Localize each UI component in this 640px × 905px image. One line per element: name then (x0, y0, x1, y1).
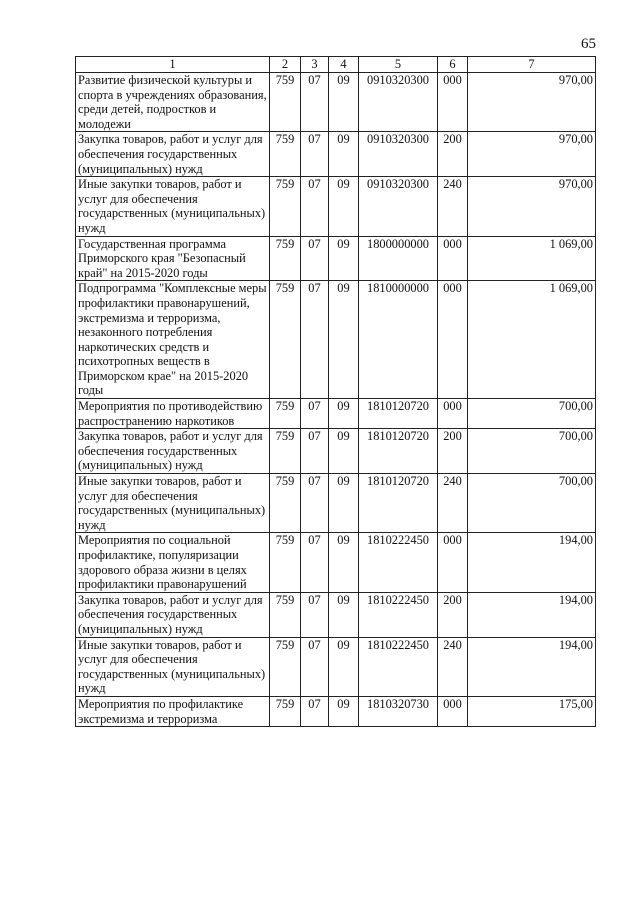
section-code: 07 (301, 132, 329, 177)
expense-type-code: 200 (438, 132, 468, 177)
expense-type-code: 240 (438, 474, 468, 533)
expense-type-code: 000 (438, 696, 468, 726)
amount: 700,00 (468, 399, 596, 429)
item-name: Мероприятия по противодействию распространению наркотиков (76, 399, 270, 429)
amount: 1 069,00 (468, 281, 596, 399)
item-name: Подпрограмма "Комплексные меры профилактики правонарушений, экстремизма и терроризма, незаконного потребления наркотических средств и психотропных веществ в Приморском крае" на 2015-2020 годы (76, 281, 270, 399)
section-code: 07 (301, 592, 329, 637)
ministry-code: 759 (270, 399, 301, 429)
ministry-code: 759 (270, 637, 301, 696)
target-code: 0910320300 (359, 177, 438, 236)
amount: 700,00 (468, 474, 596, 533)
amount: 700,00 (468, 429, 596, 474)
ministry-code: 759 (270, 474, 301, 533)
ministry-code: 759 (270, 132, 301, 177)
column-number-row (76, 57, 596, 73)
ministry-code: 759 (270, 73, 301, 132)
target-code: 1810120720 (359, 429, 438, 474)
column-number: 7 (468, 57, 596, 73)
target-code: 1810120720 (359, 399, 438, 429)
ministry-code: 759 (270, 177, 301, 236)
target-code: 1810222450 (359, 533, 438, 592)
expense-type-code: 000 (438, 399, 468, 429)
target-code: 1810000000 (359, 281, 438, 399)
subsection-code: 09 (329, 281, 359, 399)
table-row (76, 73, 596, 132)
section-code: 07 (301, 474, 329, 533)
item-name: Развитие физической культуры и спорта в учреждениях образования, среди детей, подростков и молодежи (76, 73, 270, 132)
column-number: 5 (359, 57, 438, 73)
table-row (76, 696, 596, 726)
table-row (76, 177, 596, 236)
section-code: 07 (301, 281, 329, 399)
table-row (76, 399, 596, 429)
item-name: Закупка товаров, работ и услуг для обеспечения государственных (муниципальных) нужд (76, 132, 270, 177)
section-code: 07 (301, 399, 329, 429)
ministry-code: 759 (270, 429, 301, 474)
column-number: 3 (301, 57, 329, 73)
target-code: 0910320300 (359, 73, 438, 132)
item-name: Иные закупки товаров, работ и услуг для обеспечения государственных (муниципальных) нужд (76, 637, 270, 696)
expense-type-code: 000 (438, 281, 468, 399)
amount: 970,00 (468, 177, 596, 236)
table-row (76, 474, 596, 533)
section-code: 07 (301, 73, 329, 132)
subsection-code: 09 (329, 132, 359, 177)
table-row (76, 533, 596, 592)
target-code: 1810222450 (359, 592, 438, 637)
amount: 1 069,00 (468, 236, 596, 281)
table-row (76, 281, 596, 399)
subsection-code: 09 (329, 177, 359, 236)
amount: 194,00 (468, 592, 596, 637)
subsection-code: 09 (329, 592, 359, 637)
column-number: 4 (329, 57, 359, 73)
section-code: 07 (301, 637, 329, 696)
target-code: 0910320300 (359, 132, 438, 177)
expense-type-code: 000 (438, 533, 468, 592)
item-name: Закупка товаров, работ и услуг для обеспечения государственных (муниципальных) нужд (76, 592, 270, 637)
subsection-code: 09 (329, 474, 359, 533)
column-number: 1 (76, 57, 270, 73)
ministry-code: 759 (270, 592, 301, 637)
subsection-code: 09 (329, 533, 359, 592)
amount: 970,00 (468, 73, 596, 132)
section-code: 07 (301, 236, 329, 281)
amount: 970,00 (468, 132, 596, 177)
section-code: 07 (301, 177, 329, 236)
section-code: 07 (301, 696, 329, 726)
budget-table (75, 56, 596, 727)
amount: 194,00 (468, 533, 596, 592)
page-number: 65 (581, 36, 596, 52)
ministry-code: 759 (270, 281, 301, 399)
item-name: Мероприятия по социальной профилактике, популяризации здорового образа жизни в целях профилактики правонарушений (76, 533, 270, 592)
column-number: 6 (438, 57, 468, 73)
item-name: Иные закупки товаров, работ и услуг для обеспечения государственных (муниципальных) нужд (76, 474, 270, 533)
section-code: 07 (301, 429, 329, 474)
subsection-code: 09 (329, 429, 359, 474)
target-code: 1810120720 (359, 474, 438, 533)
item-name: Мероприятия по профилактике экстремизма и терроризма (76, 696, 270, 726)
subsection-code: 09 (329, 637, 359, 696)
subsection-code: 09 (329, 236, 359, 281)
target-code: 1800000000 (359, 236, 438, 281)
subsection-code: 09 (329, 696, 359, 726)
table-row (76, 592, 596, 637)
ministry-code: 759 (270, 696, 301, 726)
item-name: Иные закупки товаров, работ и услуг для обеспечения государственных (муниципальных) нужд (76, 177, 270, 236)
item-name: Государственная программа Приморского края "Безопасный край" на 2015-2020 годы (76, 236, 270, 281)
expense-type-code: 200 (438, 592, 468, 637)
amount: 194,00 (468, 637, 596, 696)
expense-type-code: 000 (438, 236, 468, 281)
ministry-code: 759 (270, 533, 301, 592)
table-row (76, 429, 596, 474)
expense-type-code: 000 (438, 73, 468, 132)
expense-type-code: 240 (438, 637, 468, 696)
table-row (76, 132, 596, 177)
expense-type-code: 240 (438, 177, 468, 236)
table-row (76, 637, 596, 696)
amount: 175,00 (468, 696, 596, 726)
ministry-code: 759 (270, 236, 301, 281)
table-row (76, 236, 596, 281)
section-code: 07 (301, 533, 329, 592)
target-code: 1810320730 (359, 696, 438, 726)
column-number: 2 (270, 57, 301, 73)
subsection-code: 09 (329, 399, 359, 429)
expense-type-code: 200 (438, 429, 468, 474)
subsection-code: 09 (329, 73, 359, 132)
item-name: Закупка товаров, работ и услуг для обеспечения государственных (муниципальных) нужд (76, 429, 270, 474)
target-code: 1810222450 (359, 637, 438, 696)
